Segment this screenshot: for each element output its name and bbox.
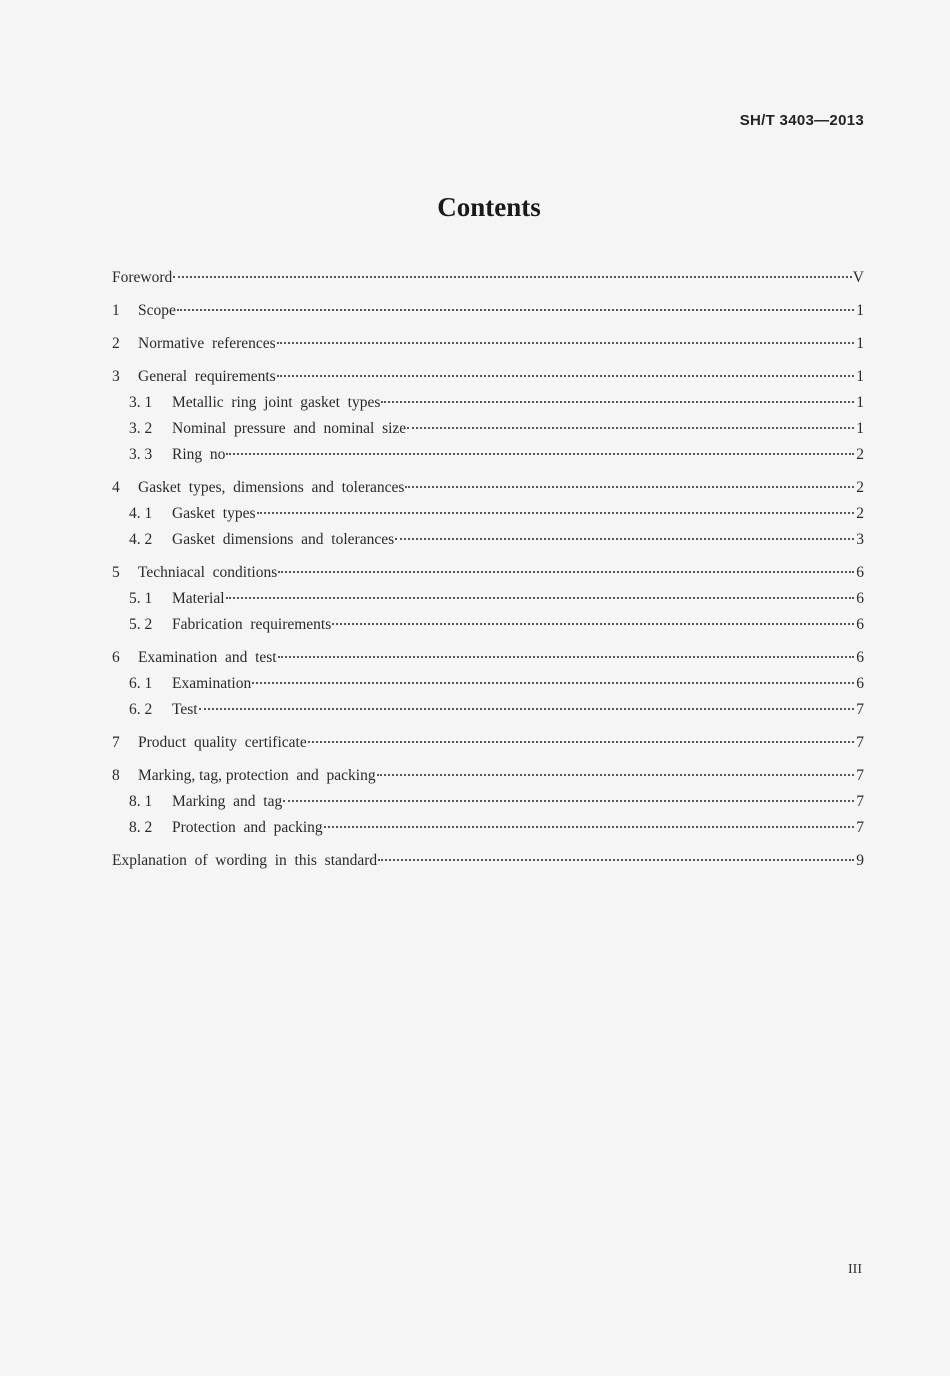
toc-entry-page: 1 — [856, 394, 864, 411]
toc-entry-page: 2 — [856, 505, 864, 522]
toc-entry-page: 1 — [856, 368, 864, 385]
toc-entry-number: 1 — [112, 302, 120, 319]
toc-entry-page: 7 — [856, 701, 864, 718]
toc-entry-label: Ring no — [172, 446, 226, 463]
toc-entry-label: Explanation of wording in this standard — [112, 852, 378, 869]
toc-leader-dots — [277, 375, 854, 377]
toc-entry[interactable] — [112, 766, 864, 792]
toc-entry-page: 2 — [856, 479, 864, 496]
toc-entry-label: Fabrication requirements — [172, 616, 332, 633]
toc-entry-number: 3 — [112, 368, 120, 385]
toc-entry-number: 5. 1 — [129, 590, 153, 607]
toc-entry-label: Foreword — [112, 269, 173, 286]
toc-leader-dots — [226, 597, 854, 599]
toc-leader-dots — [226, 453, 854, 455]
toc-leader-dots — [283, 800, 854, 802]
toc-entry-number: 5 — [112, 564, 120, 581]
toc-entry-label: Material — [172, 590, 225, 607]
toc-entry-number: 6 — [112, 649, 120, 666]
toc-entry[interactable] — [112, 700, 864, 726]
toc-leader-dots — [324, 826, 854, 828]
toc-entry[interactable] — [112, 393, 864, 419]
toc-entry-number: 4. 1 — [129, 505, 153, 522]
toc-entry[interactable] — [112, 615, 864, 641]
toc-entry-label: Nominal pressure and nominal size — [172, 420, 407, 437]
toc-leader-dots — [407, 427, 854, 429]
toc-entry[interactable] — [112, 367, 864, 393]
toc-entry-page: 6 — [856, 564, 864, 581]
toc-entry[interactable] — [112, 674, 864, 700]
toc-entry-number: 3. 1 — [129, 394, 153, 411]
toc-leader-dots — [332, 623, 854, 625]
toc-entry[interactable] — [112, 530, 864, 556]
toc-entry-page: 7 — [856, 793, 864, 810]
toc-entry-page: 6 — [856, 649, 864, 666]
toc-leader-dots — [257, 512, 854, 514]
toc-entry-number: 6. 1 — [129, 675, 153, 692]
page-title: Contents — [437, 192, 541, 222]
toc-entry[interactable] — [112, 419, 864, 445]
toc-entry-label: Normative references — [138, 335, 276, 352]
table-of-contents — [112, 268, 864, 877]
toc-entry[interactable] — [112, 733, 864, 759]
toc-entry-page: 7 — [856, 819, 864, 836]
toc-entry-label: Protection and packing — [172, 819, 323, 836]
toc-entry-label: General requirements — [138, 368, 276, 385]
toc-leader-dots — [395, 538, 854, 540]
toc-entry-label: Gasket types, dimensions and tolerances — [138, 479, 405, 496]
toc-entry-page: 1 — [856, 302, 864, 319]
toc-leader-dots — [277, 342, 854, 344]
toc-entry-page: 7 — [856, 767, 864, 784]
toc-leader-dots — [378, 859, 854, 861]
toc-entry-page: 6 — [856, 590, 864, 607]
toc-entry-number: 8. 1 — [129, 793, 153, 810]
toc-leader-dots — [199, 708, 854, 710]
toc-entry-label: Examination — [172, 675, 252, 692]
toc-entry-number: 6. 2 — [129, 701, 153, 718]
toc-entry[interactable] — [112, 563, 864, 589]
toc-entry-number: 2 — [112, 335, 120, 352]
page-number: III — [848, 1262, 862, 1277]
toc-leader-dots — [278, 656, 854, 658]
toc-entry-page: 2 — [856, 446, 864, 463]
toc-entry-page: 1 — [856, 420, 864, 437]
toc-entry-number: 4 — [112, 479, 120, 496]
toc-entry[interactable] — [112, 792, 864, 818]
toc-entry-label: Gasket dimensions and tolerances — [172, 531, 395, 548]
toc-entry-number: 8 — [112, 767, 120, 784]
toc-entry[interactable] — [112, 589, 864, 615]
toc-entry-label: Metallic ring joint gasket types — [172, 394, 381, 411]
toc-entry-page: 7 — [856, 734, 864, 751]
toc-entry[interactable] — [112, 851, 864, 877]
toc-entry-label: Marking, tag, protection and packing — [138, 767, 376, 784]
toc-entry-number: 5. 2 — [129, 616, 153, 633]
toc-entry[interactable] — [112, 648, 864, 674]
toc-entry-number: 4. 2 — [129, 531, 153, 548]
toc-entry[interactable] — [112, 504, 864, 530]
toc-entry-label: Test — [172, 701, 198, 718]
toc-entry-label: Scope — [138, 302, 176, 319]
toc-entry-page: 6 — [856, 675, 864, 692]
toc-entry[interactable] — [112, 818, 864, 844]
toc-entry-page: 1 — [856, 335, 864, 352]
toc-leader-dots — [377, 774, 854, 776]
toc-entry[interactable] — [112, 334, 864, 360]
toc-entry-label: Gasket types — [172, 505, 256, 522]
toc-entry-label: Product quality certificate — [138, 734, 307, 751]
toc-entry[interactable] — [112, 478, 864, 504]
toc-entry-number: 8. 2 — [129, 819, 153, 836]
toc-leader-dots — [278, 571, 854, 573]
toc-leader-dots — [252, 682, 854, 684]
toc-leader-dots — [173, 276, 852, 278]
toc-entry-label: Marking and tag — [172, 793, 283, 810]
toc-entry-page: 6 — [856, 616, 864, 633]
toc-entry-label: Examination and test — [138, 649, 277, 666]
toc-leader-dots — [381, 401, 854, 403]
toc-entry-number: 3. 2 — [129, 420, 153, 437]
toc-entry-label: Techniacal conditions — [138, 564, 278, 581]
toc-entry[interactable] — [112, 301, 864, 327]
toc-entry-page: V — [852, 269, 864, 286]
toc-entry-page: 9 — [856, 852, 864, 869]
toc-leader-dots — [405, 486, 854, 488]
toc-leader-dots — [177, 309, 854, 311]
toc-entry[interactable] — [112, 268, 864, 294]
toc-entry-number: 7 — [112, 734, 120, 751]
document-code: SH/T 3403—2013 — [739, 112, 864, 129]
toc-entry-page: 3 — [856, 531, 864, 548]
toc-leader-dots — [308, 741, 854, 743]
toc-entry[interactable] — [112, 445, 864, 471]
toc-entry-number: 3. 3 — [129, 446, 153, 463]
